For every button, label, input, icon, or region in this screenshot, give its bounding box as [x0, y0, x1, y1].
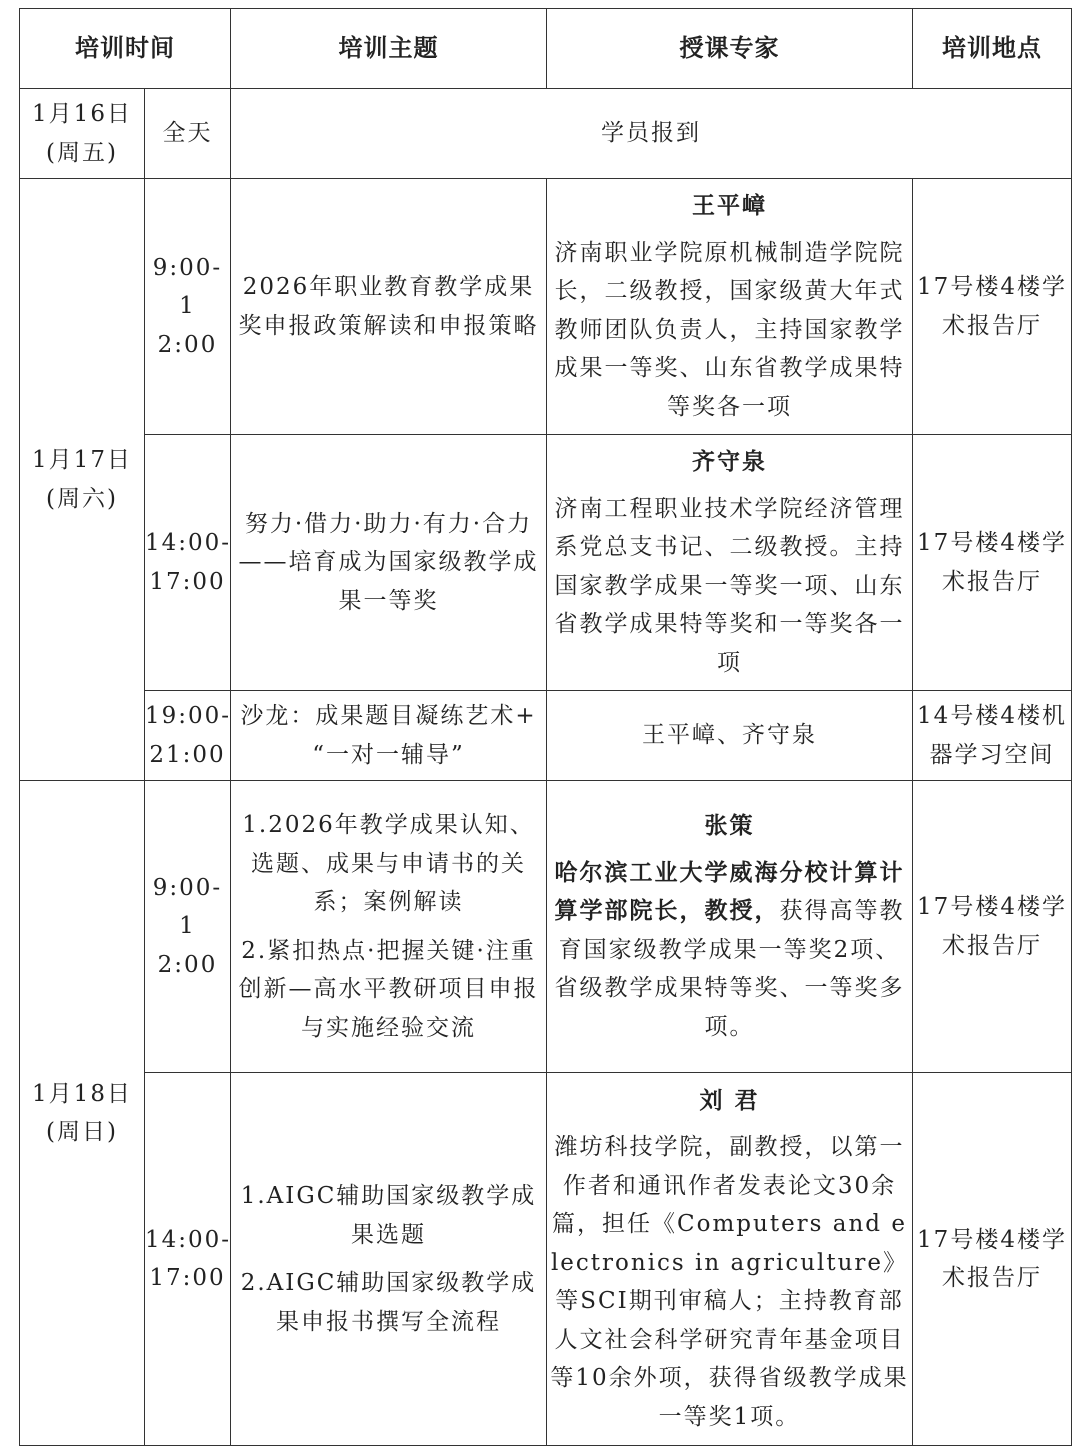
day2-session1-row	[20, 179, 1072, 435]
expert-name: 王平嶂	[692, 192, 767, 219]
day1-date: 1月16日	[32, 101, 132, 127]
day3-s2-time	[145, 1073, 231, 1446]
topic-item: 1.2026年教学成果认知、选题、成果与申请书的关系；案例解读	[242, 812, 535, 915]
topic-item: 2.紧扣热点·把握关键·注重创新—高水平教研项目申报与实施经验交流	[238, 937, 539, 1041]
topic-line: 2026年职业教育教学成果	[242, 274, 535, 300]
expert-bio-block	[547, 854, 912, 1047]
day2-date-cell	[20, 179, 145, 781]
topic-line: 奖申报政策解读和申报策略	[238, 312, 539, 339]
time-start: 9:00-1	[152, 254, 223, 320]
time-end: 2:00	[157, 951, 218, 978]
topic-line: “一对一辅导”	[312, 741, 465, 768]
expert-name: 齐守泉	[692, 448, 767, 475]
day3-s1-location: 17号楼4楼学术报告厅	[913, 781, 1072, 1073]
day2-s2-expert	[547, 435, 913, 691]
day3-s1-topic	[231, 781, 547, 1073]
header-expert: 授课专家	[547, 9, 913, 89]
day1-row	[20, 89, 1072, 179]
day2-s2-topic	[231, 435, 547, 691]
topic-line: 果一等奖	[338, 587, 439, 614]
time-end: 21:00	[149, 741, 226, 768]
header-time: 培训时间	[20, 9, 231, 89]
day3-s2-location: 17号楼4楼学术报告厅	[913, 1073, 1072, 1446]
day3-weekday: (周日)	[46, 1119, 118, 1145]
day3-date-cell	[20, 781, 145, 1446]
day1-weekday: (周五)	[46, 139, 118, 166]
topic-item: 1.AIGC辅助国家级教学成果选题	[240, 1183, 537, 1248]
time-start: 14:00-	[145, 530, 232, 556]
topic-line: 沙龙：成果题目凝练艺术+	[240, 703, 537, 729]
day3-session1-row	[20, 781, 1072, 1073]
day3-s1-expert	[547, 781, 913, 1073]
time-start: 19:00-	[145, 703, 232, 729]
day2-date: 1月17日	[32, 447, 132, 473]
topic-line: ——培育成为国家级教学成	[238, 549, 539, 576]
day2-s2-time	[145, 435, 231, 691]
day3-session2-row	[20, 1073, 1072, 1446]
day1-event: 学员报到	[231, 89, 1072, 179]
header-location: 培训地点	[913, 9, 1072, 89]
day3-s2-topic	[231, 1073, 547, 1446]
header-row	[20, 9, 1072, 89]
day2-s3-location: 14号楼4楼机器学习空间	[913, 691, 1072, 781]
day2-s2-location: 17号楼4楼学术报告厅	[913, 435, 1072, 691]
day2-session3-row	[20, 691, 1072, 781]
day1-slot: 全天	[145, 89, 231, 179]
day2-session2-row	[20, 435, 1072, 691]
day3-s1-time	[145, 781, 231, 1073]
day2-s1-location: 17号楼4楼学术报告厅	[913, 179, 1072, 435]
day2-s3-expert: 王平嶂、齐守泉	[547, 691, 913, 781]
day2-s3-topic	[231, 691, 547, 781]
day2-weekday: (周六)	[46, 485, 118, 512]
time-end: 17:00	[149, 1265, 226, 1291]
day1-date-cell	[20, 89, 145, 179]
training-schedule-table	[19, 8, 1072, 1446]
header-topic: 培训主题	[231, 9, 547, 89]
expert-bio: 潍坊科技学院，副教授，以第一作者和通讯作者发表论文30余篇，担任《Computers and electronics in agriculture》等SCI期刊审稿人；主持教育部人文社会科学研究青年基金项目等10余外项，获得省级教学成果一等奖1项。	[550, 1134, 909, 1430]
topic-line: 努力·借力·助力·有力·合力	[244, 510, 533, 537]
expert-bio: 济南工程职业技术学院经济管理系党总支书记、二级教授。主持国家教学成果一等奖一项、山东省教学成果特等奖和一等奖各一项	[554, 495, 905, 676]
expert-bio: 获得高等教育国家级教学成果一等奖2项、省级教学成果特等奖、一等奖多项。	[554, 898, 905, 1040]
expert-bio: 济南职业学院原机械制造学院院长，二级教授，国家级黄大年式教师团队负责人，主持国家教学成果一等奖、山东省教学成果特等奖各一项	[554, 239, 905, 420]
time-end: 2:00	[157, 331, 218, 358]
time-start: 14:00-	[145, 1226, 232, 1253]
day2-s1-time	[145, 179, 231, 435]
time-start: 9:00-1	[152, 874, 223, 940]
day3-s2-expert	[547, 1073, 913, 1446]
day2-s1-expert	[547, 179, 913, 435]
day3-date: 1月18日	[32, 1080, 132, 1107]
day2-s3-time	[145, 691, 231, 781]
expert-name: 刘 君	[699, 1086, 760, 1114]
expert-name: 张策	[704, 812, 755, 839]
time-end: 17:00	[149, 568, 226, 595]
expert-bio-bold: 哈尔滨工业大学威海分校计算计算学部院长，教授，	[554, 858, 905, 924]
topic-item: 2.AIGC辅助国家级教学成果申报书撰写全流程	[240, 1270, 537, 1335]
day2-s1-topic	[231, 179, 547, 435]
